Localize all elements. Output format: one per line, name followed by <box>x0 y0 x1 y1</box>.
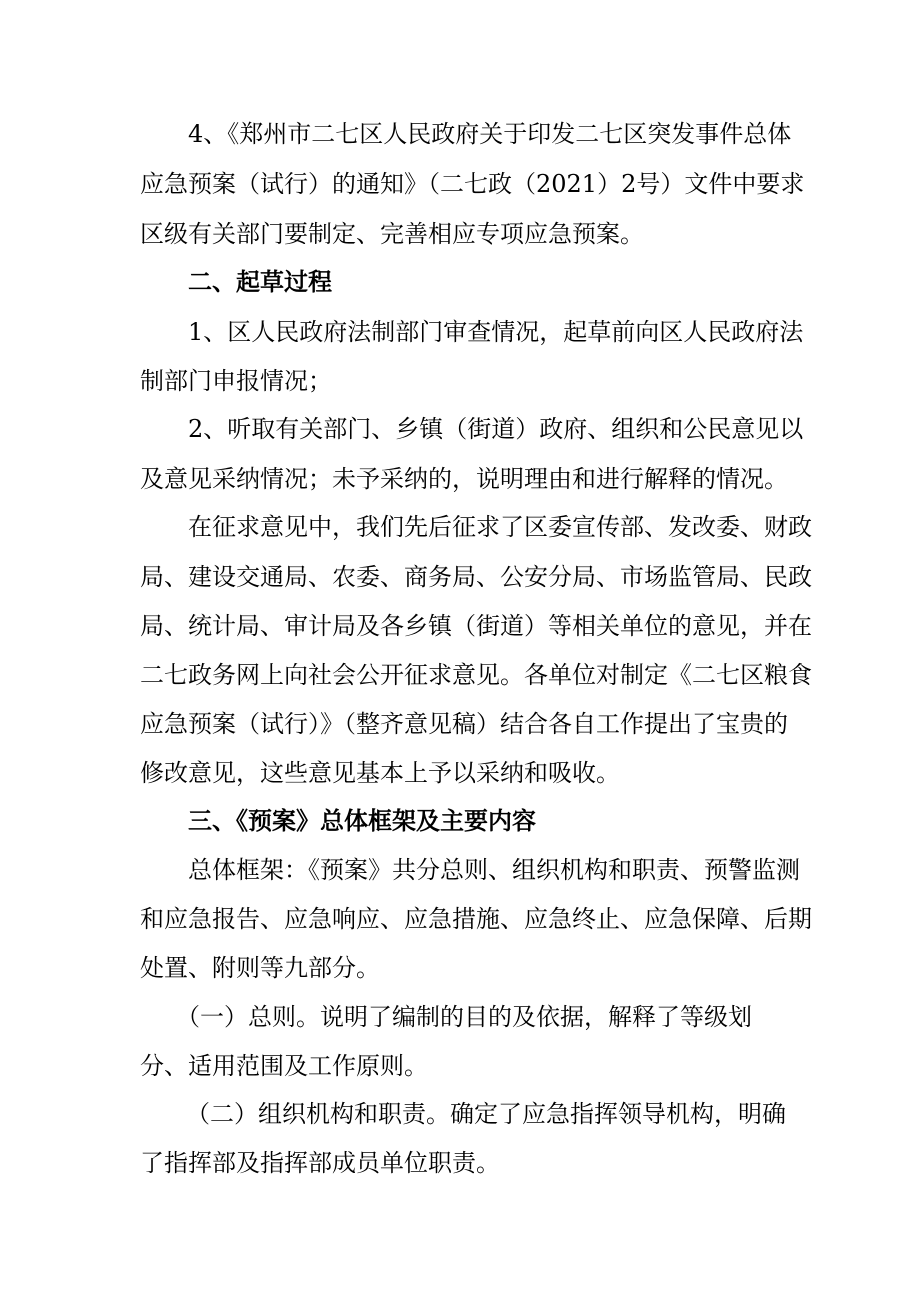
paragraph-line: 局、建设交通局、农委、商务局、公安分局、市场监管局、民政 <box>140 563 812 591</box>
paragraph-line: （一）总则。说明了编制的目的及依据，解释了等级划 <box>176 1003 752 1031</box>
paragraph-line: 应急预案（试行）》（整齐意见稿）结合各自工作提出了宝贵的 <box>140 710 788 738</box>
paragraph-line: 应急预案（试行）的通知》（二七政（2021）2号）文件中要求 <box>140 170 805 198</box>
paragraph-line: 总体框架：《预案》共分总则、组织机构和职责、预警监测 <box>188 856 800 884</box>
paragraph-line: （二）组织机构和职责。确定了应急指挥领导机构，明确 <box>186 1100 786 1128</box>
paragraph-line: 区级有关部门要制定、完善相应专项应急预案。 <box>140 220 644 248</box>
paragraph-line: 和应急报告、应急响应、应急措施、应急终止、应急保障、后期 <box>140 905 812 933</box>
paragraph-line: 局、统计局、审计局及各乡镇（街道）等相关单位的意见，并在 <box>140 612 812 640</box>
paragraph-line: 2、听取有关部门、乡镇（街道）政府、组织和公民意见以 <box>188 415 804 443</box>
paragraph-line: 4、《郑州市二七区人民政府关于印发二七区突发事件总体 <box>188 120 792 148</box>
paragraph-line: 制部门申报情况； <box>140 367 332 395</box>
paragraph-line: 及意见采纳情况；未予采纳的，说明理由和进行解释的情况。 <box>140 465 788 493</box>
paragraph-line: 修改意见，这些意见基本上予以采纳和吸收。 <box>140 759 620 787</box>
paragraph-line: 在征求意见中，我们先后征求了区委宣传部、发改委、财政 <box>188 513 812 541</box>
paragraph-line: 了指挥部及指挥部成员单位职责。 <box>140 1149 500 1177</box>
paragraph-line: 分、适用范围及工作原则。 <box>140 1052 428 1080</box>
section-heading: 三、《预案》总体框架及主要内容 <box>188 807 536 835</box>
paragraph-line: 1、区人民政府法制部门审查情况，起草前向区人民政府法 <box>188 318 804 346</box>
paragraph-line: 处置、附则等九部分。 <box>140 954 380 982</box>
section-heading: 二、起草过程 <box>188 268 332 296</box>
paragraph-line: 二七政务网上向社会公开征求意见。各单位对制定《二七区粮食 <box>140 661 812 689</box>
